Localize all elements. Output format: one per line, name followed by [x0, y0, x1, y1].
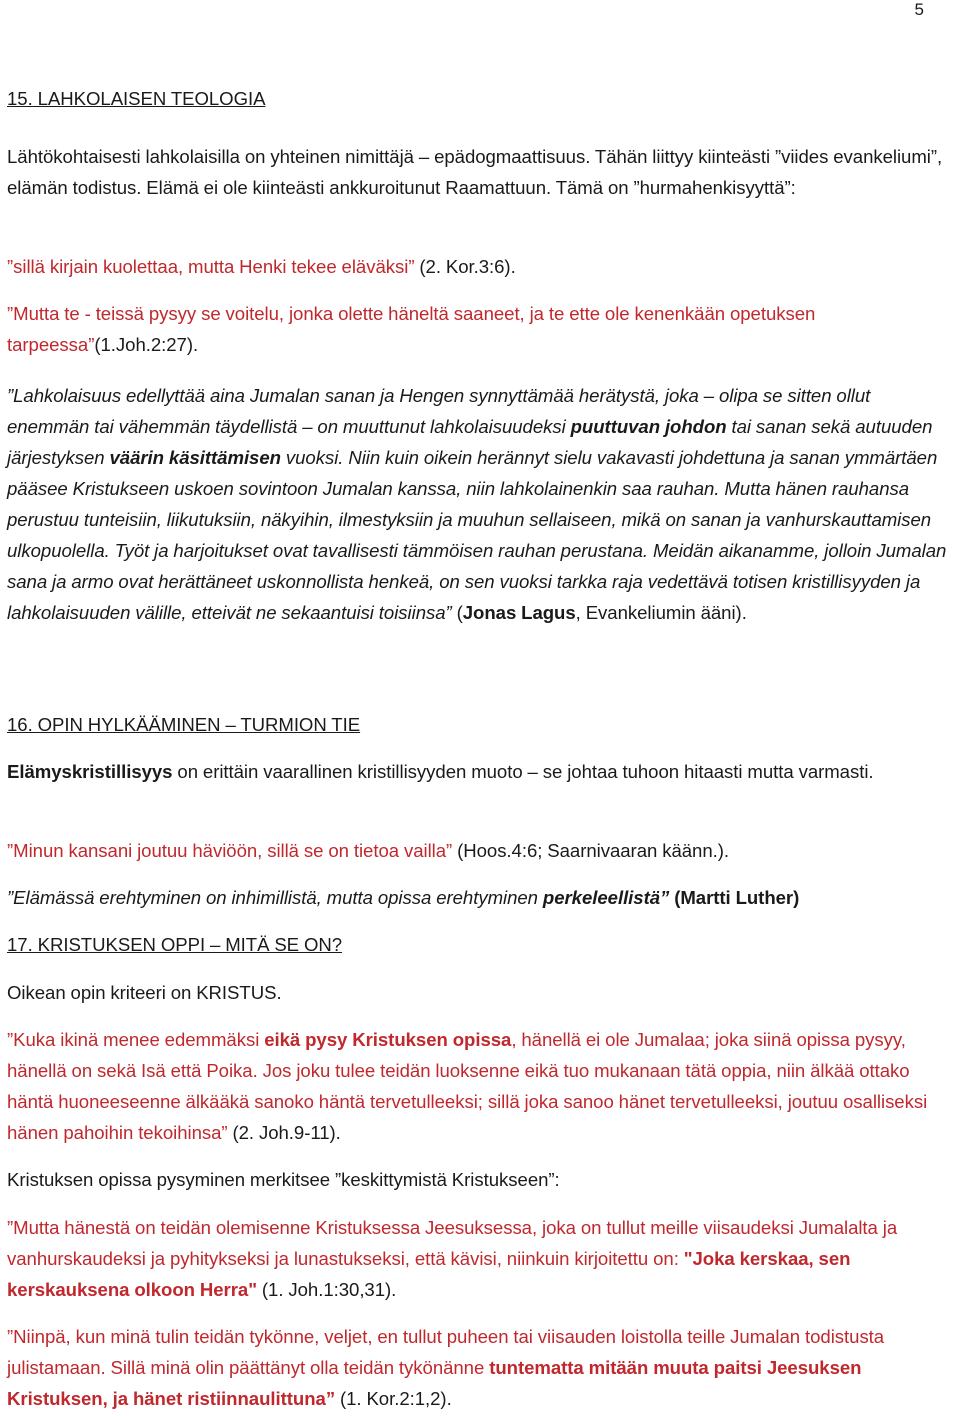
lagus-text: Meidän aikanamme, jolloin Jumalan sana ja armo ovat herättäneet uskonnollista henkeä, on sen vuoksi tarkka raja vedettävä totisen kristillisyyden ja lahkolaisuuden välille, etteivät ne sekaantuisi toisiinsa” [7, 540, 947, 623]
lagus-text: Niin kuin oikein herännyt sielu vakavasti johdettuna ja sanan ymmärtäen pääsee Kristukseen uskoen sovintoon Jumalan kanssa, niin lahkolainenkin saa rauhan. [7, 447, 938, 499]
lagus-text: ”Lahkolaisuus edellyttää aina Jumalan sanan ja Hengen synnyttämää herätystä, joka – olipa se sitten ollut enemmän tai vähemmän täydellistä – on muuttunut lahkolaisuudeksi [7, 385, 871, 437]
quote-emphasis: eikä pysy Kristuksen opissa [264, 1029, 512, 1050]
quote-emphasis: tuntematta mitään muuta paitsi Jeesuksen Kristuksen, ja hänet ristiinnaulittuna” [7, 1357, 862, 1409]
quote-2-kor [7, 251, 959, 282]
quote-2-joh [7, 1024, 952, 1148]
lagus-ref: ( [451, 602, 463, 623]
quote-reference: (Hoos.4:6; Saarnivaaran käänn.). [452, 840, 729, 861]
lagus-emphasis: väärin käsittämisen [109, 447, 281, 468]
quote-text: ”Minun kansani joutuu häviöön, sillä se on tietoa vailla” [7, 840, 453, 861]
quote-emphasis: perkeleellistä” [542, 887, 670, 908]
quote-text: ”Kuka ikinä menee edemmäksi [7, 1029, 265, 1050]
quote-text: Jos joku tulee teidän luoksenne eikä tuo mukanaan tätä oppia, niin älkää ottako häntä huoneeseenne älkääkä sanoko häntä tervetulleeksi; sillä joka sanoo hänet tervetulleeksi, joutuu osalliseksi hänen pahoihin tekoihinsa” [7, 1060, 928, 1143]
quote-text: ”Niinpä, kun minä tulin teidän tykönne, veljet, en tullut puheen tai viisauden loistolla teille Jumalan todistusta julistamaan. [7, 1326, 885, 1378]
lagus-source: , Evankeliumin ääni). [575, 602, 747, 623]
quote-luther [7, 882, 959, 913]
quote-reference: (Martti Luther) [669, 887, 800, 908]
quote-text: ”Mutta te - teissä pysyy se voitelu, jonka olette häneltä saaneet, ja te ette ole kenenkään opetuksen tarpeessa” [7, 303, 816, 355]
quote-reference: (1. Kor.2:1,2). [335, 1388, 452, 1409]
quote-reference: (1. Joh.1:30,31). [257, 1279, 397, 1300]
quote-text: ”Elämässä erehtyminen on inhimillistä, mutta opissa erehtyminen [7, 887, 543, 908]
section-15-intro: Lähtökohtaisesti lahkolaisilla on yhteinen nimittäjä – epädogmaattisuus. Tähän liittyy kiinteästi ”viides evankeliumi”, elämän todistus. Elämä ei ole kiinteästi ankkuroitunut Raamattuun. Tämä on ”hurmahenkisyyttä”: [7, 146, 943, 198]
section-17-criterion: Oikean opin kriteeri on KRISTUS. [7, 982, 282, 1003]
quote-text: , hänellä ei ole Jumalaa; joka siinä opissa pysyy, hänellä on sekä Isä että Poika. [7, 1029, 906, 1081]
section-16-heading: 16. OPIN HYLKÄÄMINEN – TURMION TIE [7, 714, 361, 735]
quote-text: ”Mutta hänestä on teidän olemisenne Kristuksessa Jeesuksessa, joka on tullut meille viisaudeksi Jumalalta ja vanhurskaudeksi ja pyhitykseksi ja lunastukseksi, että kävisi, niinkuin kirjoitettu on: [7, 1217, 898, 1269]
quote-1-joh [7, 298, 959, 360]
lagus-text: tai sanan sekä autuuden järjestyksen [7, 416, 933, 468]
quote-reference: (2. Joh.9-11). [227, 1122, 341, 1143]
lagus-quote [7, 380, 957, 628]
paragraph-text: on erittäin vaarallinen kristillisyyden muoto – se johtaa tuhoon hitaasti mutta varmasti. [172, 761, 874, 782]
lagus-emphasis: puuttuvan johdon [570, 416, 727, 437]
quote-reference: (2. Kor.3:6). [414, 256, 516, 277]
section-17-paragraph: Kristuksen opissa pysyminen merkitsee ”keskittymistä Kristukseen”: [7, 1169, 560, 1190]
quote-emphasis: "Joka kerskaa, sen kerskauksena olkoon Herra" [7, 1248, 851, 1300]
lagus-text: Mutta hänen rauhansa perustuu tunteisiin, liikutuksiin, näkyihin, ilmestyksiin ja muuhun sellaiseen, mikä on sanan ja vanhurskauttamisen ulkopuolella. [7, 478, 932, 561]
quote-1-kor [7, 1321, 960, 1414]
quote-text: ”sillä kirjain kuolettaa, mutta Henki tekee eläväksi” [7, 256, 415, 277]
lagus-text: vuoksi. [280, 447, 349, 468]
quote-text: Sillä minä olin päättänyt olla teidän tykönänne [110, 1357, 490, 1378]
section-15-heading: 15. LAHKOLAISEN TEOLOGIA [7, 88, 266, 109]
quote-hoos [7, 835, 959, 866]
section-17-heading: 17. KRISTUKSEN OPPI – MITÄ SE ON? [7, 934, 343, 955]
quote-1-joh-wisdom [7, 1212, 952, 1305]
section-16-paragraph [7, 756, 952, 787]
lagus-author: Jonas Lagus [462, 602, 576, 623]
elamyskristillisyys-term: Elämyskristillisyys [7, 761, 173, 782]
quote-reference: (1.Joh.2:27). [94, 334, 199, 355]
page-number: 5 [914, 0, 924, 19]
lagus-text: Työt ja harjoitukset ovat tavallisesti tämmöisen rauhan perustana. [114, 540, 653, 561]
